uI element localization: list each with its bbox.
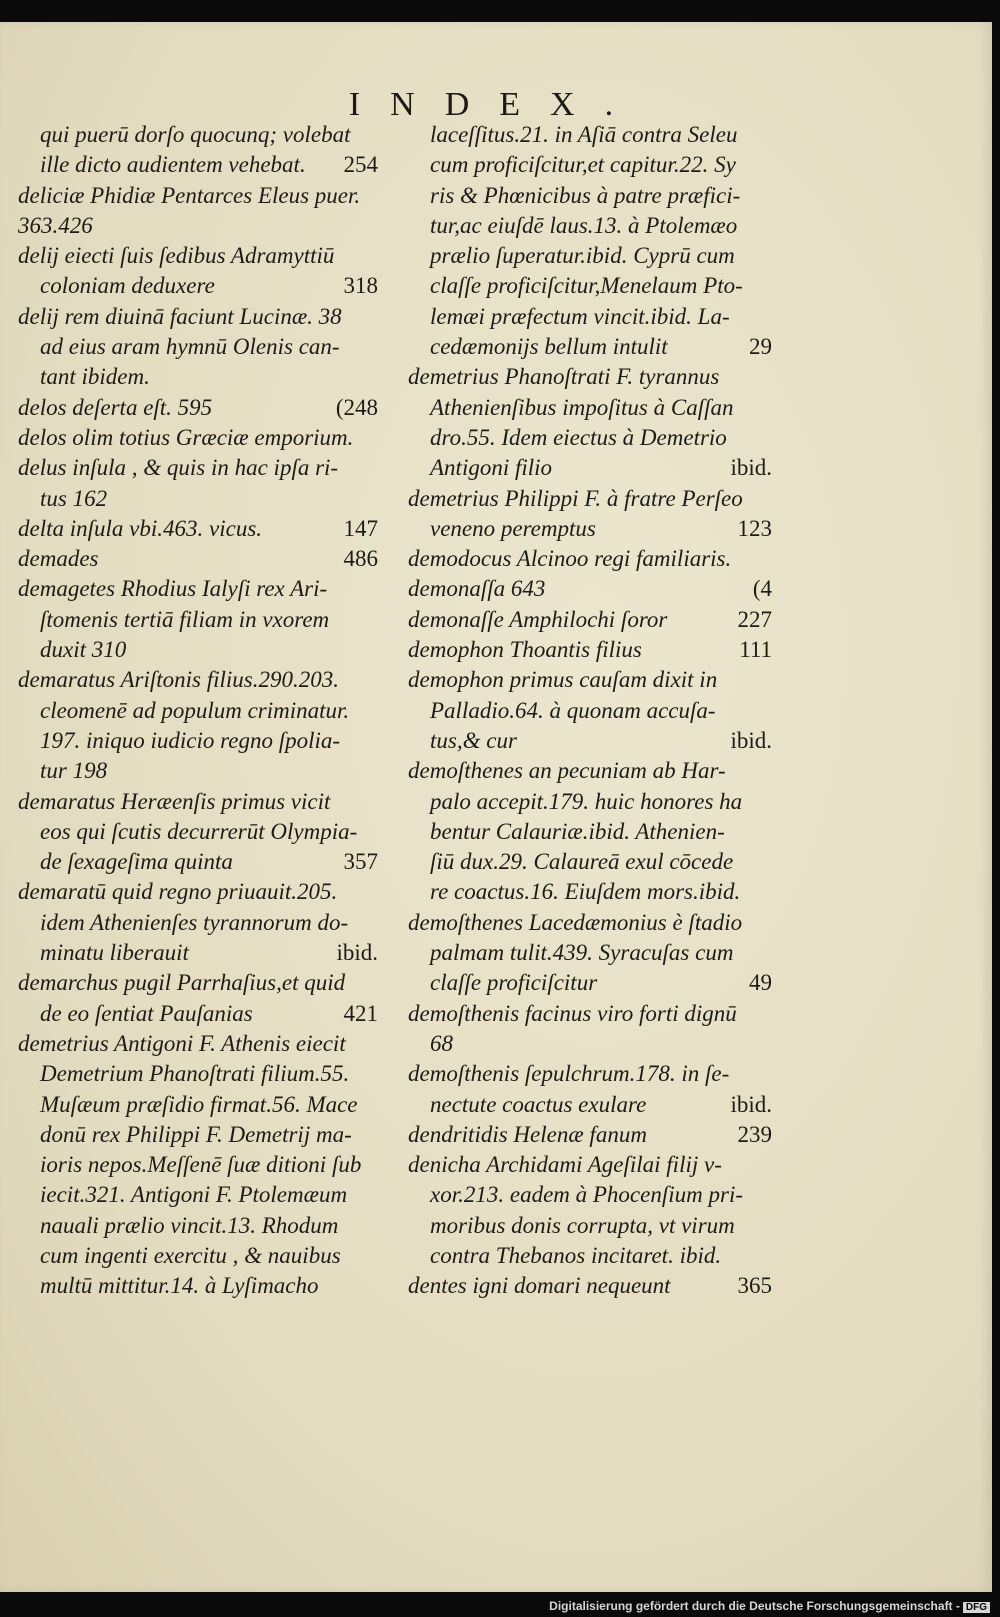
index-entry-line [408,1029,772,1059]
index-entry-line [18,120,378,150]
index-entry-line [408,484,772,514]
entry-text: minatu liberauit [40,940,189,966]
entry-text: prælio ſuperatur.ibid. Cyprū cum [430,243,735,269]
index-entry-line [408,1059,772,1089]
entry-text: ioris nepos.Meſſenē ſuæ ditioni ſub [40,1152,362,1178]
left-index-column [18,120,378,1302]
entry-text: Muſæum præſidio firmat.56. Mace [40,1091,358,1117]
entry-text: claſſe proficiſcitur,Menelaum Pto- [430,273,743,299]
entry-text: bentur Calauriæ.ibid. Athenien- [430,818,725,844]
entry-text: demoſthenes an pecuniam ab Har- [408,758,726,784]
index-entry-line [18,756,378,786]
entry-text: demarchus pugil Parrhaſius,et quid [18,970,346,996]
entry-text: demaratū quid regno priuauit.205. [18,879,338,905]
index-entry-line [18,1271,378,1301]
entry-text: de ſexageſima quinta [40,849,233,875]
entry-reference: 49 [749,970,772,996]
index-entry-line [408,999,772,1029]
index-entry-line [408,938,772,968]
entry-text: cum proficiſcitur,et capitur.22. Sy [430,152,736,178]
entry-reference: ibid. [336,940,378,966]
entry-text: delij rem diuinā faciunt Lucinæ. 38 [18,303,342,329]
entry-text: tant ibidem. [40,364,150,390]
entry-reference: 318 [343,273,378,299]
entry-text: demoſthenis ſepulchrum.178. in ſe- [408,1061,730,1087]
index-entry-line [408,1180,772,1210]
index-entry-line [408,847,772,877]
entry-reference: ibid. [730,727,772,753]
entry-text: Athenienſibus impoſitus à Caſſan [430,394,734,420]
index-entry-line [18,241,378,271]
entry-text: demonaſſa 643 [408,576,546,602]
index-entry-line [408,423,772,453]
entry-text: tus 162 [40,485,108,511]
index-entry-line [18,1120,378,1150]
entry-text: re coactus.16. Eiuſdem mors.ibid. [430,879,741,905]
index-entry-line [408,241,772,271]
entry-text: duxit 310 [40,637,127,663]
entry-text: delta inſula vbi.463. vicus. [18,515,263,541]
index-entry-line [408,1271,772,1301]
entry-reference: ibid. [730,455,772,481]
entry-text: Demetrium Phanoſtrati filium.55. [40,1061,350,1087]
entry-text: dentes igni domari nequeunt [408,1273,671,1299]
entry-text: moribus donis corrupta, vt virum [430,1212,735,1238]
index-entry-line [18,787,378,817]
entry-text: demetrius Phanoſtrati F. tyrannus [408,364,720,390]
entry-text: xor.213. eadem à Phocenſium pri- [430,1182,743,1208]
footer-text: Digitalisierung gefördert durch die Deutsche Forschungsgemeinschaft - [549,1599,960,1613]
index-entry-line [18,635,378,665]
index-entry-line [408,120,772,150]
index-entry-line [18,605,378,635]
entry-text: demoſthenes Lacedæmonius è ſtadio [408,909,743,935]
index-entry-line [18,453,378,483]
index-entry-line [18,332,378,362]
entry-text: multū mittitur.14. à Lyſimacho [40,1273,319,1299]
index-entry-line [18,1180,378,1210]
entry-text: demophon primus cauſam dixit in [408,667,718,693]
entry-text: delos olim totius Græciæ emporium. [18,424,354,450]
index-entry-line [408,696,772,726]
entry-text: nauali prælio vincit.13. Rhodum [40,1212,339,1238]
entry-text: dendritidis Helenæ fanum [408,1121,647,1147]
entry-text: delij eiecti ſuis ſedibus Adramyttiū [18,243,335,269]
index-entry-line [18,726,378,756]
entry-reference: 239 [737,1121,772,1147]
index-entry-line [408,332,772,362]
dfg-logo: DFG [963,1602,990,1613]
index-entry-line [18,423,378,453]
index-entry-line [408,514,772,544]
index-entry-line [408,605,772,635]
entry-text: eos qui ſcutis decurrerūt Olympia- [40,818,358,844]
index-entry-line [408,150,772,180]
entry-text: cedæmonijs bellum intulit [430,334,668,360]
entry-text: ille dicto audientem vehebat. [40,152,306,178]
index-entry-line [408,756,772,786]
index-entry-line [18,938,378,968]
index-entry-line [408,271,772,301]
entry-reference: ibid. [730,1091,772,1117]
index-entry-line [18,908,378,938]
index-entry-line [18,271,378,301]
index-entry-line [408,635,772,665]
entry-text: demoſthenis facinus viro forti dignū [408,1000,737,1026]
index-entry-line [408,817,772,847]
entry-reference: 254 [343,152,378,178]
index-entry-line [18,1090,378,1120]
index-entry-line [408,362,772,392]
entry-text: ad eius aram hymnū Olenis can- [40,334,340,360]
entry-text: demades [18,546,99,572]
index-entry-line [408,726,772,756]
entry-text: demonaſſe Amphilochi ſoror [408,606,668,632]
index-entry-line [18,1211,378,1241]
entry-text: cleomenē ad populum criminatur. [40,697,350,723]
index-entry-line [18,1059,378,1089]
entry-text: de eo ſentiat Pauſanias [40,1000,253,1026]
index-entry-line [408,877,772,907]
entry-reference: 486 [343,546,378,572]
entry-reference: 123 [737,515,772,541]
entry-text: ris & Phœnicibus à patre præfici- [430,182,741,208]
right-index-column [408,120,772,1302]
index-entry-line [18,847,378,877]
index-entry-line [18,968,378,998]
entry-text: denicha Archidami Ageſilai filij v- [408,1152,722,1178]
index-entry-line [18,150,378,180]
index-entry-line [18,393,378,423]
entry-reference: (248 [335,394,378,420]
entry-text: idem Athenienſes tyrannorum do- [40,909,349,935]
entry-reference: 421 [343,1000,378,1026]
index-entry-line [408,968,772,998]
entry-text: 68 [430,1030,453,1056]
entry-text: demaratus Heræenſis primus vicit [18,788,331,814]
index-entry-line [18,211,378,241]
entry-reference: 29 [749,334,772,360]
index-entry-line [408,1241,772,1271]
index-entry-line [18,1150,378,1180]
entry-text: laceſſitus.21. in Aſiā contra Seleu [430,122,738,147]
index-entry-line [18,665,378,695]
index-entry-line [408,302,772,332]
entry-text: deliciæ Phidiæ Pentarces Eleus puer. [18,182,361,208]
entry-text: tur 198 [40,758,108,784]
entry-text: qui puerū dorſo quocunq; volebat [40,122,351,147]
entry-reference: 111 [739,637,772,663]
entry-reference: (4 [752,576,772,602]
index-entry-line [18,181,378,211]
entry-text: demagetes Rhodius Ialyſi rex Ari- [18,576,328,602]
index-entry-line [408,1090,772,1120]
index-entry-line [18,1029,378,1059]
entry-text: contra Thebanos incitaret. ibid. [430,1242,722,1268]
entry-text: cum ingenti exercitu , & nauibus [40,1242,341,1268]
entry-text: lemæi præfectum vincit.ibid. La- [430,303,730,329]
entry-text: 363.426 [18,212,93,238]
entry-text: palo accepit.179. huic honores ha [430,788,743,814]
index-entry-line [18,999,378,1029]
entry-text: demetrius Philippi F. à fratre Perſeo [408,485,743,511]
entry-text: dro.55. Idem eiectus à Demetrio [430,424,727,450]
index-entry-line [408,453,772,483]
index-entry-line [18,514,378,544]
entry-text: coloniam deduxere [40,273,215,299]
index-entry-line [18,302,378,332]
index-entry-line [408,544,772,574]
index-entry-line [408,181,772,211]
entry-text: palmam tulit.439. Syracuſas cum [430,940,734,966]
entry-reference: 227 [737,606,772,632]
entry-text: demophon Thoantis filius [408,637,642,663]
entry-text: donū rex Philippi F. Demetrij ma- [40,1121,352,1147]
index-entry-line [18,544,378,574]
index-entry-line [408,1120,772,1150]
entry-text: ſiū dux.29. Calaureā exul cōcede [430,849,734,875]
index-entry-line [408,574,772,604]
entry-text: demaratus Ariſtonis filius.290.203. [18,667,339,693]
index-entry-line [18,1241,378,1271]
index-entry-line [408,665,772,695]
index-entry-line [408,211,772,241]
entry-text: iecit.321. Antigoni F. Ptolemæum [40,1182,348,1208]
entry-text: tus,& cur [430,727,517,753]
index-entry-line [18,484,378,514]
entry-text: Antigoni filio [430,455,553,481]
entry-text: claſſe proficiſcitur [430,970,598,996]
entry-text: tur,ac eiuſdē laus.13. à Ptolemæo [430,212,738,238]
index-entry-line [18,574,378,604]
entry-text: veneno peremptus [430,515,596,541]
index-entry-line [18,817,378,847]
index-entry-line [408,1211,772,1241]
entry-text: nectute coactus exulare [430,1091,647,1117]
index-entry-line [408,393,772,423]
page-header: INDEX. [348,86,644,123]
entry-reference: 365 [737,1273,772,1299]
index-entry-line [408,1150,772,1180]
funding-footer [549,1599,990,1613]
entry-text: Palladio.64. à quonam accuſa- [430,697,716,723]
index-entry-line [408,787,772,817]
index-entry-line [18,696,378,726]
entry-text: demetrius Antigoni F. Athenis eiecit [18,1030,346,1056]
entry-text: delos deſerta eſt. 595 [18,394,213,420]
book-page [0,22,992,1592]
index-entry-line [18,362,378,392]
index-entry-line [18,877,378,907]
index-entry-line [408,908,772,938]
entry-text: demodocus Alcinoo regi familiaris. [408,546,732,572]
entry-text: delus inſula , & quis in hac ipſa ri- [18,455,339,481]
entry-reference: 147 [343,515,378,541]
entry-text: 197. iniquo iudicio regno ſpolia- [40,727,341,753]
entry-reference: 357 [343,849,378,875]
entry-text: ſtomenis tertiā filiam in vxorem [40,606,330,632]
